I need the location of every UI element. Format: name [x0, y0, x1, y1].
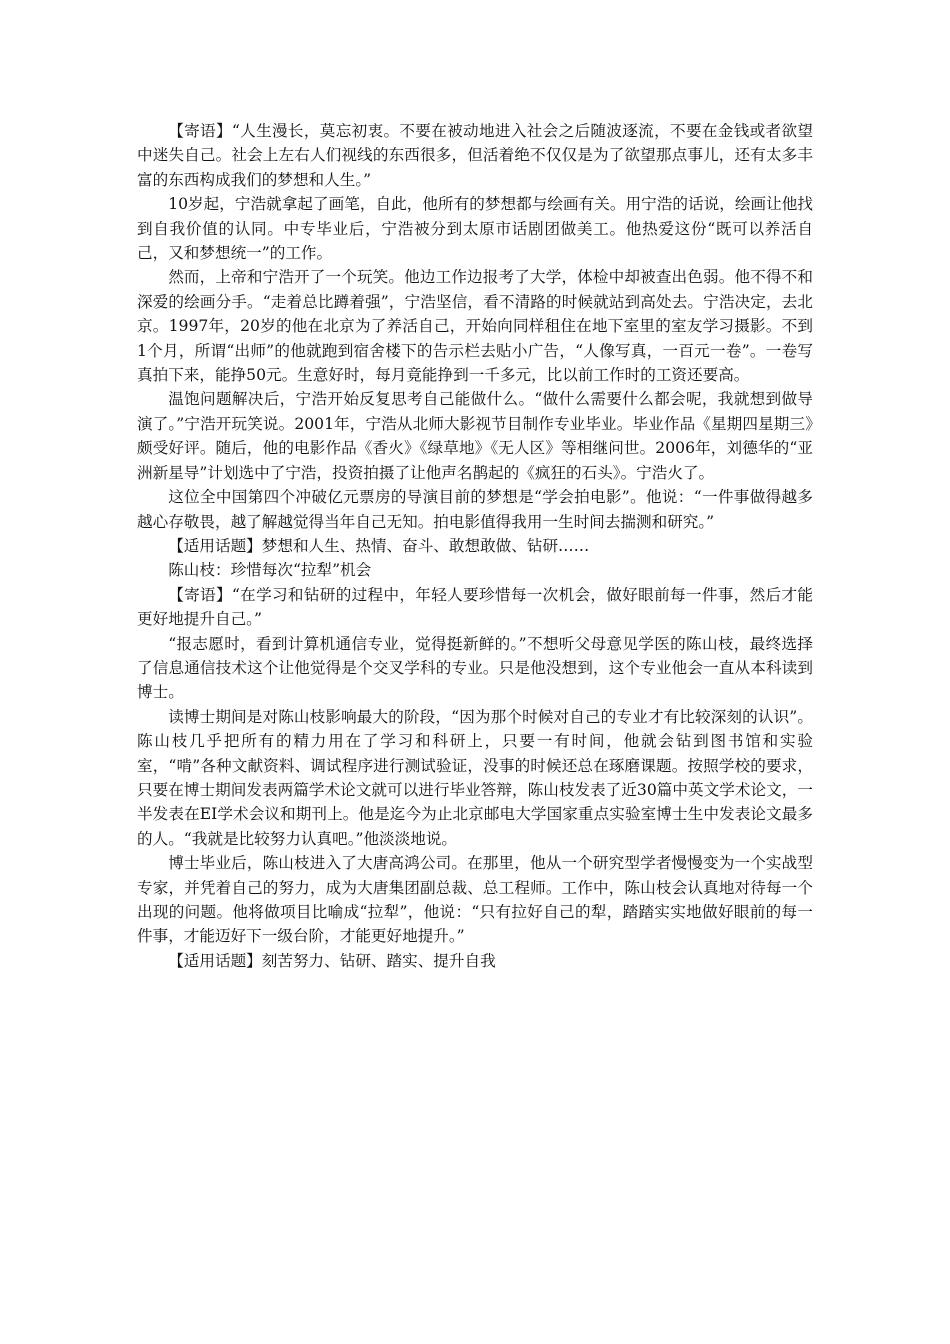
body-paragraph: 读博士期间是对陈山枝影响最大的阶段，“因为那个时候对自己的专业才有比较深刻的认识”。陈山枝几乎把所有的精力用在了学习和科研上，只要一有时间，他就会钻到图书馆和实验室，“啃”各种文献资料、调试程序进行测试验证，没事的时候还总在琢磨课题。按照学校的要求，只要在博士期间发表两篇学术论文就可以进行毕业答辩，陈山枝发表了近30篇中英文学术论文，一半发表在EI学术会议和期刊上。他是迄今为止北京邮电大学国家重点实验室博士生中发表论文最多的人。“我就是比较努力认真吧。”他淡淡地说。	[137, 707, 813, 848]
topic-paragraph: 【适用话题】刻苦努力、钻研、踏实、提升自我	[168, 951, 496, 970]
body-paragraph: 温饱问题解决后，宁浩开始反复思考自己能做什么。“做什么需要什么都会呢，我就想到做导演了。”宁浩开玩笑说。2001年，宁浩从北师大影视节目制作专业毕业。毕业作品《星期四星期三》颇受好评。随后，他的电影作品《香火》《绿草地》《无人区》等相继问世。2006年，刘德华的“亚洲新星导”计划选中了宁浩，投资拍摄了让他声名鹊起的《疯狂的石头》。宁浩火了。	[137, 390, 813, 482]
body-paragraph: 博士毕业后，陈山枝进入了大唐高鸿公司。在那里，他从一个研究型学者慢慢变为一个实战型专家，并凭着自己的努力，成为大唐集团副总裁、总工程师。工作中，陈山枝会认真地对待每一个出现的问题。他将做项目比喻成“拉犁”，他说：“只有拉好自己的犁，踏踏实实地做好眼前的每一件事，才能迈好下一级台阶，才能更好地提升。”	[137, 854, 813, 946]
article-body	[137, 119, 813, 973]
body-paragraph: 10岁起，宁浩就拿起了画笔，自此，他所有的梦想都与绘画有关。用宁浩的话说，绘画让他找到自我价值的认同。中专毕业后，宁浩被分到太原市话剧团做美工。他热爱这份“既可以养活自己，又和梦想统一”的工作。	[137, 195, 813, 263]
topic-paragraph: 【适用话题】梦想和人生、热情、奋斗、敢想敢做、钻研……	[168, 536, 590, 555]
body-paragraph: “报志愿时，看到计算机通信专业，觉得挺新鲜的。”不想听父母意见学医的陈山枝，最终选择了信息通信技术这个让他觉得是个交叉学科的专业。只是他没想到，这个专业他会一直从本科读到博士。	[137, 634, 813, 702]
section-heading: 陈山枝：珍惜每次“拉犁”机会	[168, 561, 372, 580]
body-paragraph: 这位全中国第四个冲破亿元票房的导演目前的梦想是“学会拍电影”。他说：“一件事做得越多越心存敬畏，越了解越觉得当年自己无知。拍电影值得我用一生时间去揣测和研究。”	[137, 488, 813, 531]
body-paragraph: 然而，上帝和宁浩开了一个玩笑。他边工作边报考了大学，体检中却被查出色弱。他不得不和深爱的绘画分手。“走着总比蹲着强”，宁浩坚信，看不清路的时候就站到高处去。宁浩决定，去北京。1997年，20岁的他在北京为了养活自己，开始向同样租住在地下室里的室友学习摄影。不到1个月，所谓“出师”的他就跑到宿舍楼下的告示栏去贴小广告，“人像写真，一百元一卷”。一卷写真拍下来，能挣50元。生意好时，每月竟能挣到一千多元，比以前工作时的工资还要高。	[137, 268, 813, 385]
motto-paragraph: 【寄语】“人生漫长，莫忘初衷。不要在被动地进入社会之后随波逐流，不要在金钱或者欲望中迷失自己。社会上左右人们视线的东西很多，但活着绝不仅仅是为了欲望那点事儿，还有太多丰富的东西构成我们的梦想和人生。”	[137, 122, 813, 189]
motto-paragraph: 【寄语】“在学习和钻研的过程中，年轻人要珍惜每一次机会，做好眼前每一件事，然后才能更好地提升自己。”	[137, 585, 813, 629]
